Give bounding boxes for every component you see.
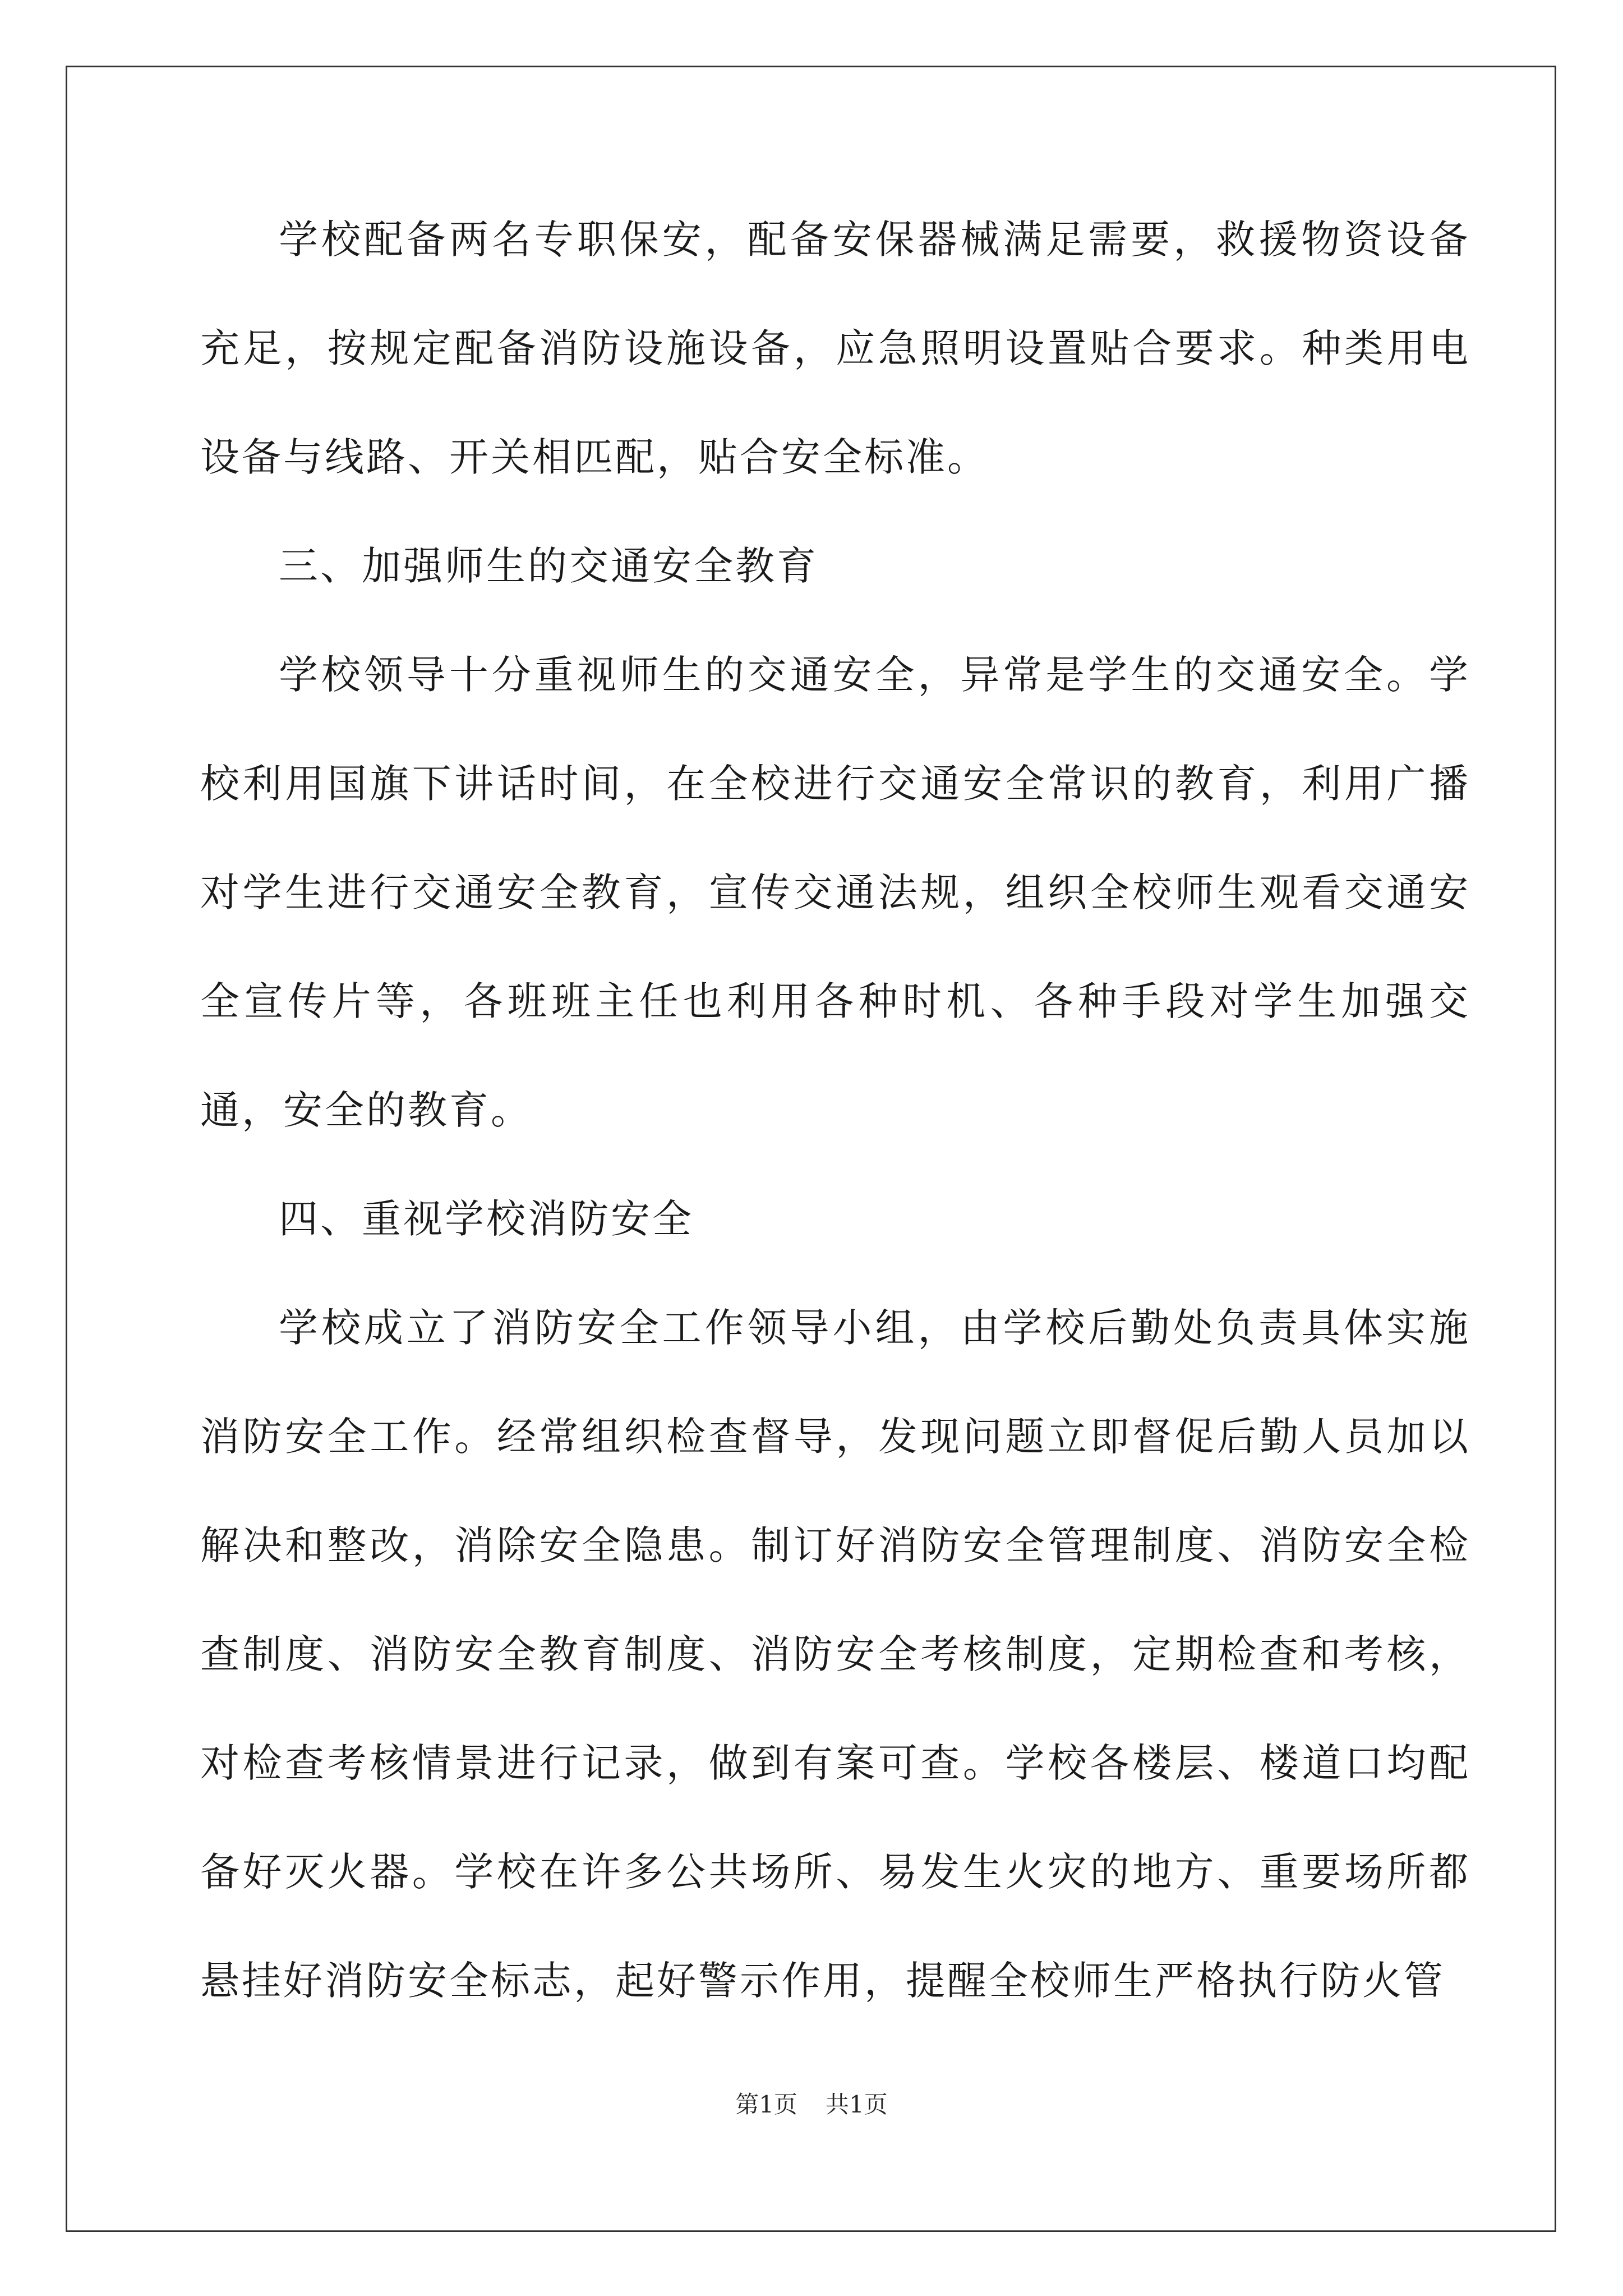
section-heading-traffic-safety: 三、加强师生的交通安全教育 [279,543,818,589]
page-total: 共1页 [826,2091,888,2118]
paragraph-security-equipment: 学校配备两名专职保安，配备安保器械满足需要，救援物资设备充足，按规定配备消防设施设备，应急照明设置贴合要求。种类用电设备与线路、开关相匹配，贴合安全标准。 [200,217,1470,480]
paragraph-traffic-safety: 学校领导十分重视师生的交通安全，异常是学生的交通安全。学校利用国旗下讲话时间，在全校进行交通安全常识的教育，利用广播对学生进行交通安全教育，宣传交通法规，组织全校师生观看交通安全宣传片等，各班班主任也利用各种时机、各种手段对学生加强交通，安全的教育。 [200,652,1470,1133]
document-body [200,185,1470,2035]
paragraph-fire-safety: 学校成立了消防安全工作领导小组，由学校后勤处负责具体实施消防安全工作。经常组织检查督导，发现问题立即督促后勤人员加以解决和整改，消除安全隐患。制订好消防安全管理制度、消防安全检查制度、消防安全教育制度、消防安全考核制度，定期检查和考核，对检查考核情景进行记录，做到有案可查。学校各楼层、楼道口均配备好灭火器。学校在许多公共场所、易发生火灾的地方、重要场所都悬挂好消防安全标志，起好警示作用，提醒全校师生严格执行防火管 [200,1305,1470,2004]
page-footer [0,2088,1623,2122]
page-number: 第1页 [735,2091,797,2118]
section-heading-fire-safety: 四、重视学校消防安全 [279,1196,694,1242]
